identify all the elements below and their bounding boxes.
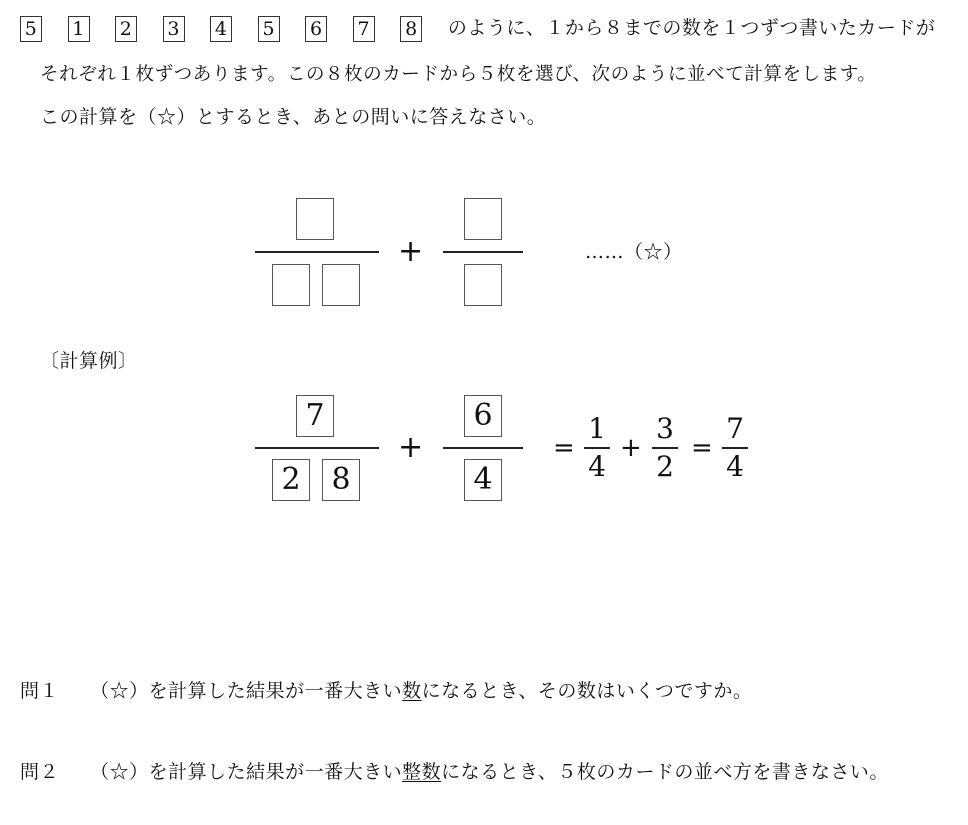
fraction-bar-1 <box>255 251 379 253</box>
example-denominator-1a: 2 <box>272 459 310 501</box>
result-3-bar <box>722 447 748 449</box>
question-1-text-post: になるとき、その数はいくつですか。 <box>421 680 753 702</box>
question-2-underlined: 整数 <box>402 761 442 783</box>
example-bar-1 <box>255 447 379 449</box>
blank-numerator-1 <box>296 198 334 240</box>
plus-sign: + <box>398 234 424 269</box>
problem-line-2: それぞれ１枚ずつあります。この８枚のカードから５枚を選び、次のように並べて計算をします。 <box>40 64 877 85</box>
question-2-label: 問２ <box>20 761 60 783</box>
result-2-numerator: 3 <box>656 412 674 445</box>
blank-denominator-1b <box>322 264 360 306</box>
card-2: 2 <box>115 16 137 42</box>
example-plus-sign: + <box>398 430 424 465</box>
card-1: 1 <box>68 16 90 42</box>
example-denominator-2: 4 <box>464 459 502 501</box>
result-plus-sign: + <box>620 433 642 463</box>
equals-sign-1: = <box>553 433 575 463</box>
result-1-bar <box>584 447 610 449</box>
result-3-numerator: 7 <box>726 412 744 445</box>
card-3: 3 <box>163 16 185 42</box>
problem-number-box: 5 <box>20 16 42 42</box>
problem-line-3: この計算を（☆）とするとき、あとの問いに答えなさい。 <box>40 106 547 128</box>
result-1-numerator: 1 <box>588 412 606 445</box>
result-2-denominator: 2 <box>656 450 674 483</box>
card-8: 8 <box>400 16 422 42</box>
question-1-label: 問１ <box>20 680 60 702</box>
problem-line-1-text: のように、１から８までの数を１つずつ書いたカードが <box>447 17 936 39</box>
question-2-text-post: になるとき、５枚のカードの並べ方を書きなさい。 <box>441 761 889 783</box>
card-5: 5 <box>258 16 280 42</box>
question-1 <box>20 678 752 704</box>
blank-denominator-1a <box>272 264 310 306</box>
card-6: 6 <box>305 16 327 42</box>
result-1-denominator: 4 <box>588 450 606 483</box>
blank-denominator-2 <box>464 264 502 306</box>
example-numerator-2: 6 <box>464 395 502 437</box>
blank-numerator-2 <box>464 198 502 240</box>
problem-line-1 <box>20 15 935 42</box>
result-2-bar <box>652 447 678 449</box>
example-bar-2 <box>443 447 523 449</box>
card-7: 7 <box>353 16 375 42</box>
star-marker: ……（☆） <box>585 241 683 263</box>
example-numerator-1: 7 <box>296 395 334 437</box>
question-2-text-pre: （☆）を計算した結果が一番大きい <box>90 761 403 783</box>
result-3-denominator: 4 <box>726 450 744 483</box>
fraction-bar-2 <box>443 251 523 253</box>
equals-sign-2: = <box>691 433 713 463</box>
example-label: 〔計算例〕 <box>40 350 138 372</box>
card-4: 4 <box>210 16 232 42</box>
question-1-text-pre: （☆）を計算した結果が一番大きい <box>90 680 403 702</box>
question-2 <box>20 759 889 785</box>
question-1-underlined: 数 <box>402 680 422 702</box>
example-denominator-1b: 8 <box>322 459 360 501</box>
